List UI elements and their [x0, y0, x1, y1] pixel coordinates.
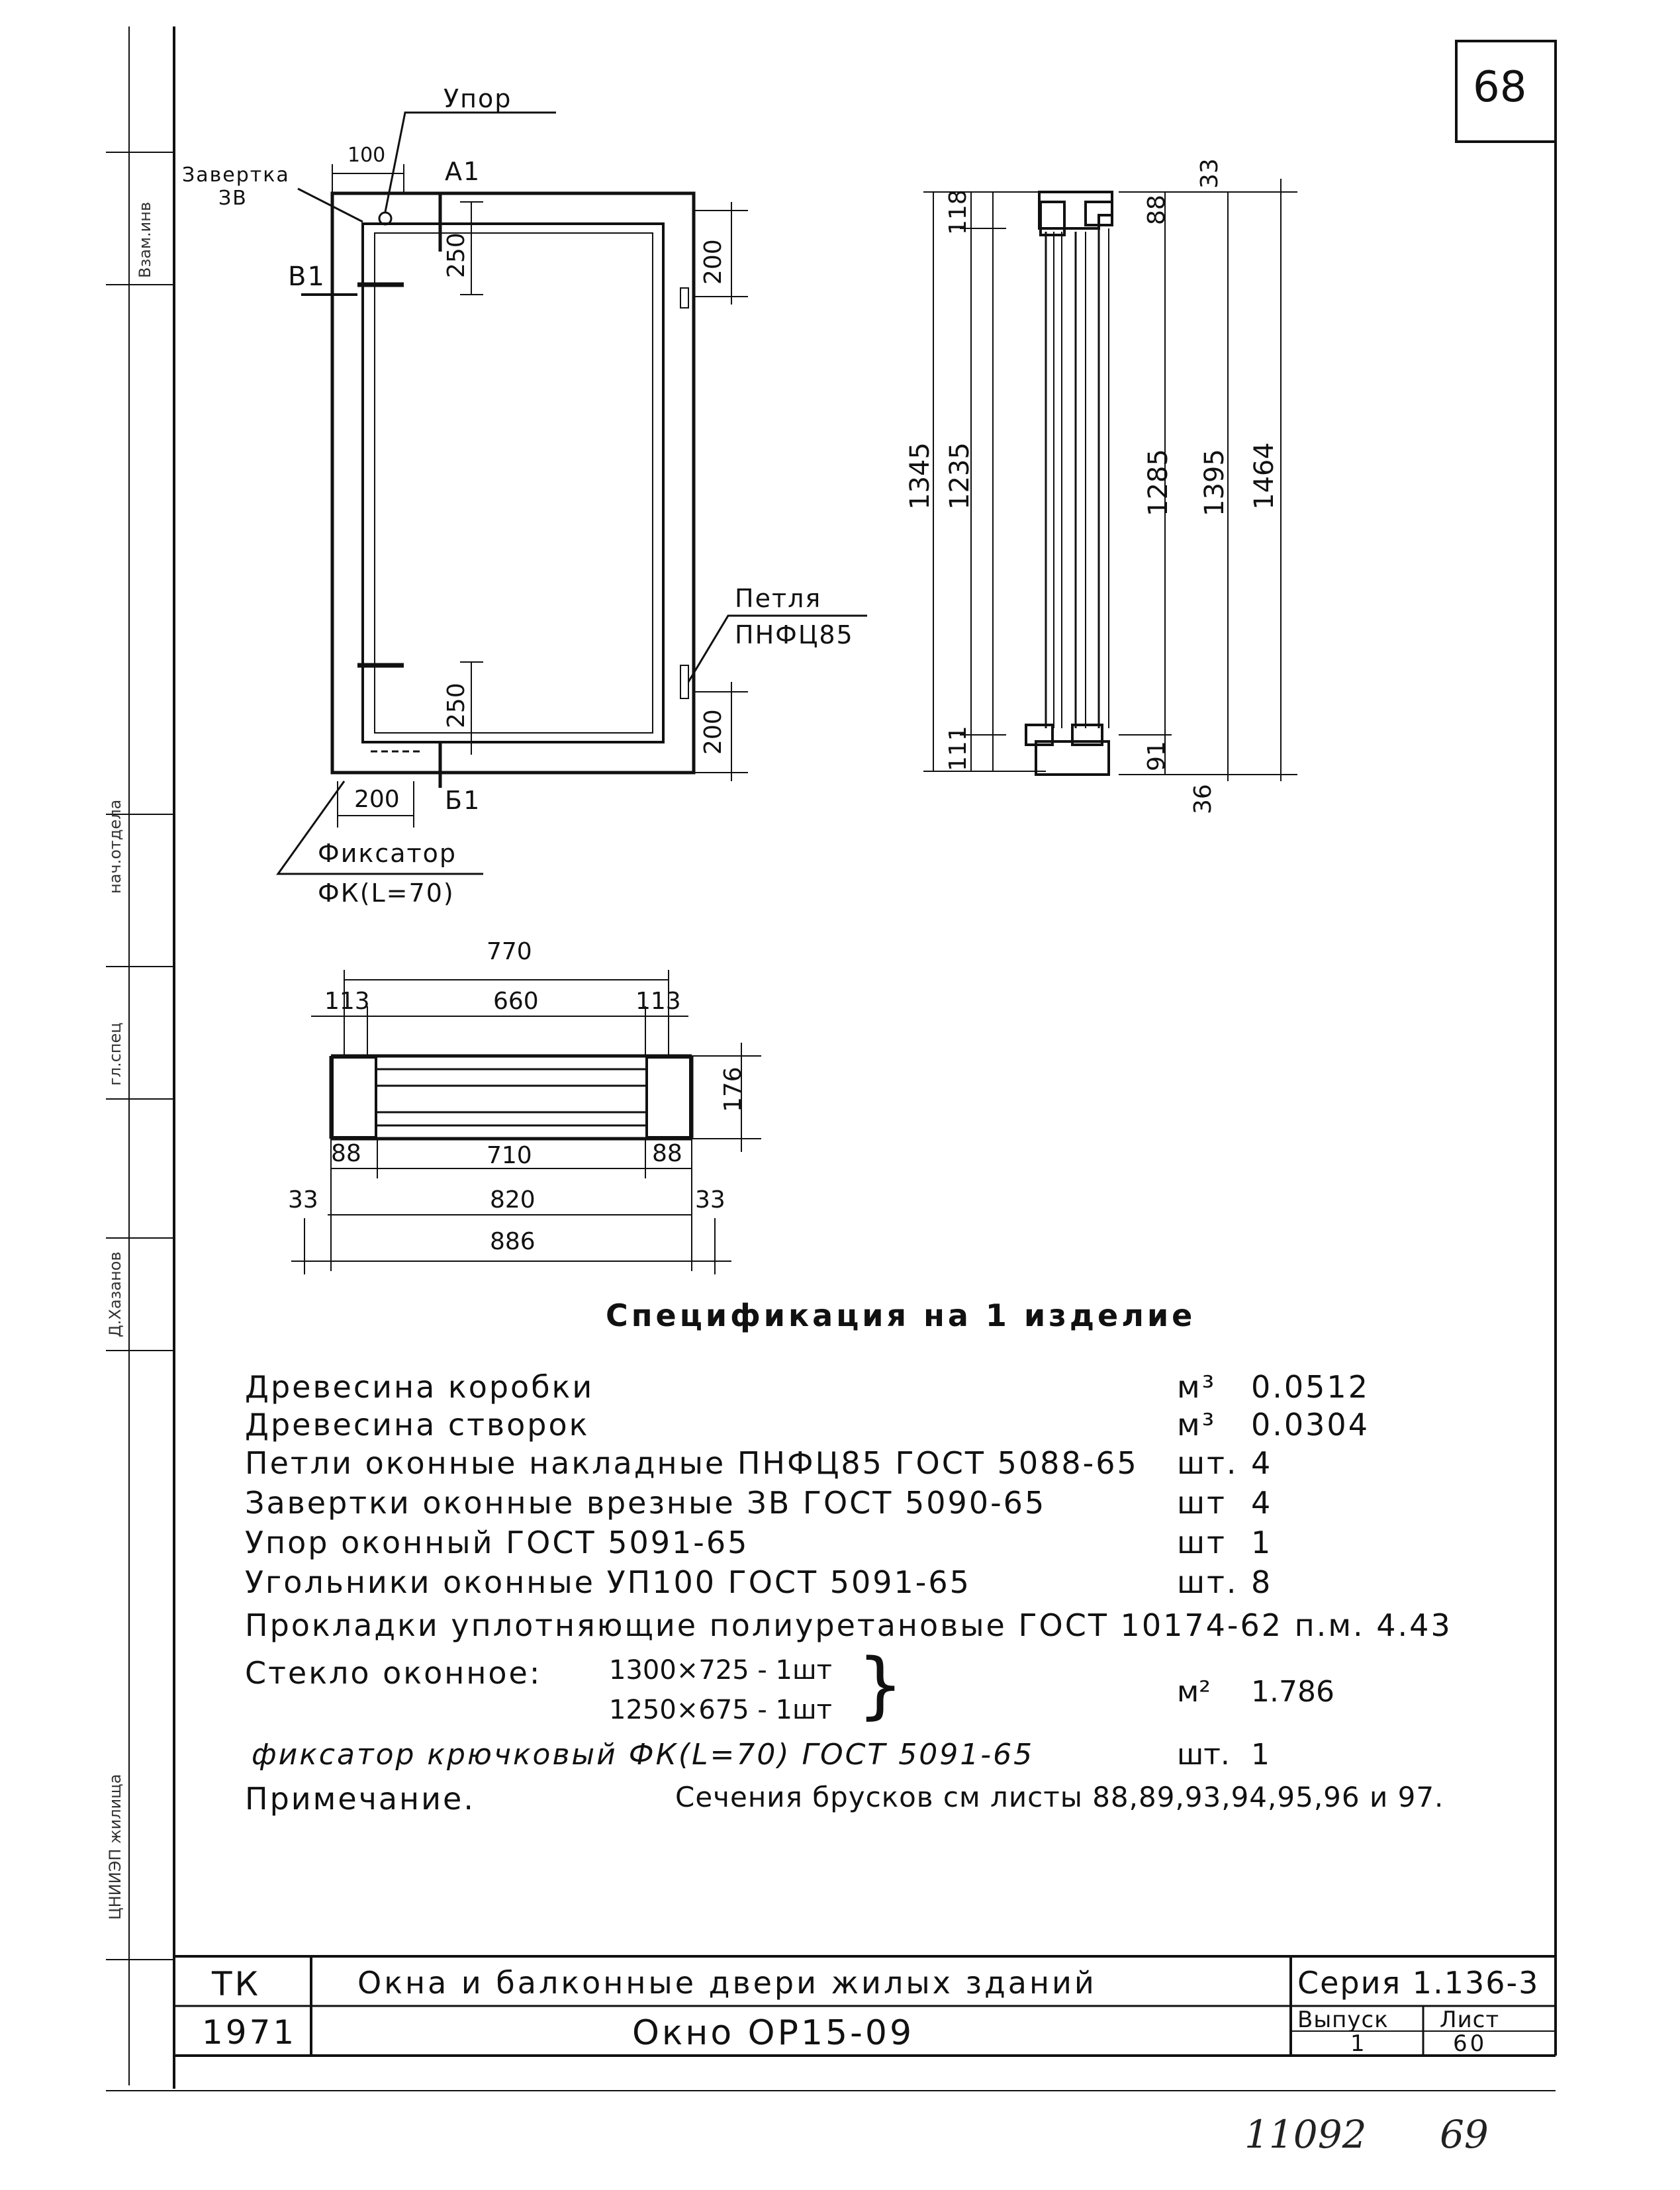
glass-unit: м² [1177, 1675, 1211, 1709]
spec-row-qty: 1 [1251, 1525, 1273, 1560]
fixator-unit: шт. [1177, 1738, 1230, 1772]
glass-qty: 1.786 [1251, 1675, 1334, 1709]
spec-row-unit: шт. [1177, 1445, 1238, 1481]
side-stamp-bottom: ЦНИИЭП жилища [106, 1774, 124, 1920]
label-zavertka: Завертка [182, 164, 290, 187]
dim-770: 770 [487, 938, 532, 965]
spec-row-qty: 4 [1251, 1445, 1273, 1481]
spec-row-unit: шт. [1177, 1564, 1238, 1600]
side-stamp-mid3: Д.Хазанов [106, 1251, 124, 1337]
side-stamp-mid1: нач.отдела [106, 799, 124, 894]
spec-row [245, 1523, 1489, 1562]
side-stamp-mid2: гл.спец [106, 1022, 124, 1086]
tb-issue-label: Выпуск [1297, 2007, 1389, 2033]
tb-org: ТК [212, 1965, 261, 2003]
fixator-qty: 1 [1251, 1738, 1270, 1772]
dim-1285: 1285 [1143, 449, 1174, 516]
dim-33-left: 33 [288, 1186, 318, 1214]
glass-line-1: 1300×725 - 1шт [609, 1655, 832, 1686]
spec-row-unit: шт [1177, 1525, 1227, 1560]
tb-issue-value: 1 [1350, 2030, 1368, 2057]
label-a1: А1 [445, 157, 481, 186]
spec-row-name: Упор оконный ГОСТ 5091-65 [245, 1525, 749, 1560]
tb-sheet-value: 60 [1453, 2030, 1487, 2057]
spec-row-name: Завертки оконные врезные ЗВ ГОСТ 5090-65 [245, 1485, 1047, 1521]
spec-row-unit: шт [1177, 1485, 1227, 1521]
side-stamp-top: Взам.инв [136, 201, 154, 278]
dim-710: 710 [487, 1142, 532, 1169]
spec-row-name: Угольники оконные УП100 ГОСТ 5091-65 [245, 1564, 971, 1600]
spec-row-qty: 0.0304 [1251, 1407, 1370, 1443]
spec-title: Спецификация на 1 изделие [606, 1298, 1196, 1333]
spec-row [245, 1605, 1489, 1645]
label-zavertka-code: ЗВ [218, 187, 248, 210]
dim-250-bottom: 250 [443, 683, 470, 728]
dim-33: 33 [1196, 158, 1223, 189]
spec-row-unit: м³ [1177, 1369, 1217, 1405]
tb-project-title: Окна и балконные двери жилых зданий [357, 1965, 1097, 2001]
spec-row-unit: м³ [1177, 1407, 1217, 1443]
label-v1: В1 [288, 262, 326, 292]
dim-200-bottom: 200 [700, 709, 727, 755]
dim-1345: 1345 [905, 442, 935, 510]
spec-row [245, 1405, 1489, 1445]
glass-line-2: 1250×675 - 1шт [609, 1695, 832, 1725]
tb-series: Серия 1.136-3 [1297, 1965, 1540, 2001]
spec-row [245, 1483, 1489, 1523]
dim-1395: 1395 [1199, 449, 1230, 516]
note-text: Сечения брусков см листы 88,89,93,94,95,96 и 97. [675, 1781, 1444, 1813]
spec-row [245, 1562, 1489, 1602]
fixator-name: фиксатор крючковый ФК(L=70) ГОСТ 5091-65 [252, 1738, 1035, 1772]
label-b1: Б1 [445, 786, 481, 815]
dim-200-left: 200 [354, 786, 400, 813]
dim-176: 176 [720, 1067, 747, 1112]
glass-label: Стекло оконное: [245, 1655, 542, 1691]
spec-row-qty: 8 [1251, 1564, 1273, 1600]
spec-row-name: Древесина створок [245, 1407, 590, 1443]
dim-660: 660 [493, 988, 539, 1015]
spec-row-name: Древесина коробки [245, 1369, 594, 1405]
spec-row-qty: 4 [1251, 1485, 1273, 1521]
spec-row [245, 1443, 1489, 1483]
dim-91: 91 [1143, 741, 1170, 771]
dim-118: 118 [945, 189, 972, 235]
window-outer-frame [332, 193, 694, 773]
sheet-number: 68 [1473, 63, 1527, 112]
dim-100: 100 [348, 144, 386, 167]
dim-113-left: 113 [324, 988, 370, 1015]
tb-drawing-title: Окно ОР15-09 [632, 2013, 915, 2053]
dim-250-top: 250 [443, 232, 470, 278]
dim-88: 88 [1143, 195, 1170, 225]
dim-36: 36 [1190, 784, 1217, 814]
glass-brace: } [857, 1643, 904, 1727]
note-label: Примечание. [245, 1781, 475, 1817]
spec-row [245, 1367, 1489, 1407]
window-glass [375, 233, 653, 733]
dim-1464: 1464 [1249, 442, 1280, 510]
label-fiksator-code: ФК(L=70) [318, 879, 455, 908]
label-upor: Упор [443, 84, 512, 113]
label-fiksator: Фиксатор [318, 839, 457, 868]
handwritten-page: 69 [1440, 2112, 1489, 2157]
tb-year: 1971 [202, 2013, 297, 2052]
spec-row-qty: 0.0512 [1251, 1369, 1370, 1405]
label-petlya-code: ПНФЦ85 [735, 620, 854, 649]
tb-sheet-label: Лист [1440, 2007, 1500, 2033]
dim-113-right: 113 [635, 988, 681, 1015]
spec-row-name: Петли оконные накладные ПНФЦ85 ГОСТ 5088-65 [245, 1445, 1139, 1481]
dim-88-left: 88 [331, 1140, 361, 1167]
dim-33-right: 33 [695, 1186, 725, 1214]
dim-88-right: 88 [652, 1140, 682, 1167]
dim-1235: 1235 [945, 442, 975, 510]
spec-row-name: Прокладки уплотняющие полиуретановые ГОСТ 10174-62 п.м. 4.43 [245, 1607, 1452, 1643]
dim-886: 886 [490, 1228, 536, 1255]
dim-200-top: 200 [700, 239, 727, 285]
window-sash-frame [363, 224, 663, 742]
dim-820: 820 [490, 1186, 536, 1214]
dim-111: 111 [945, 726, 972, 771]
handwritten-ref: 11092 [1244, 2112, 1367, 2157]
label-petlya: Петля [735, 584, 822, 613]
